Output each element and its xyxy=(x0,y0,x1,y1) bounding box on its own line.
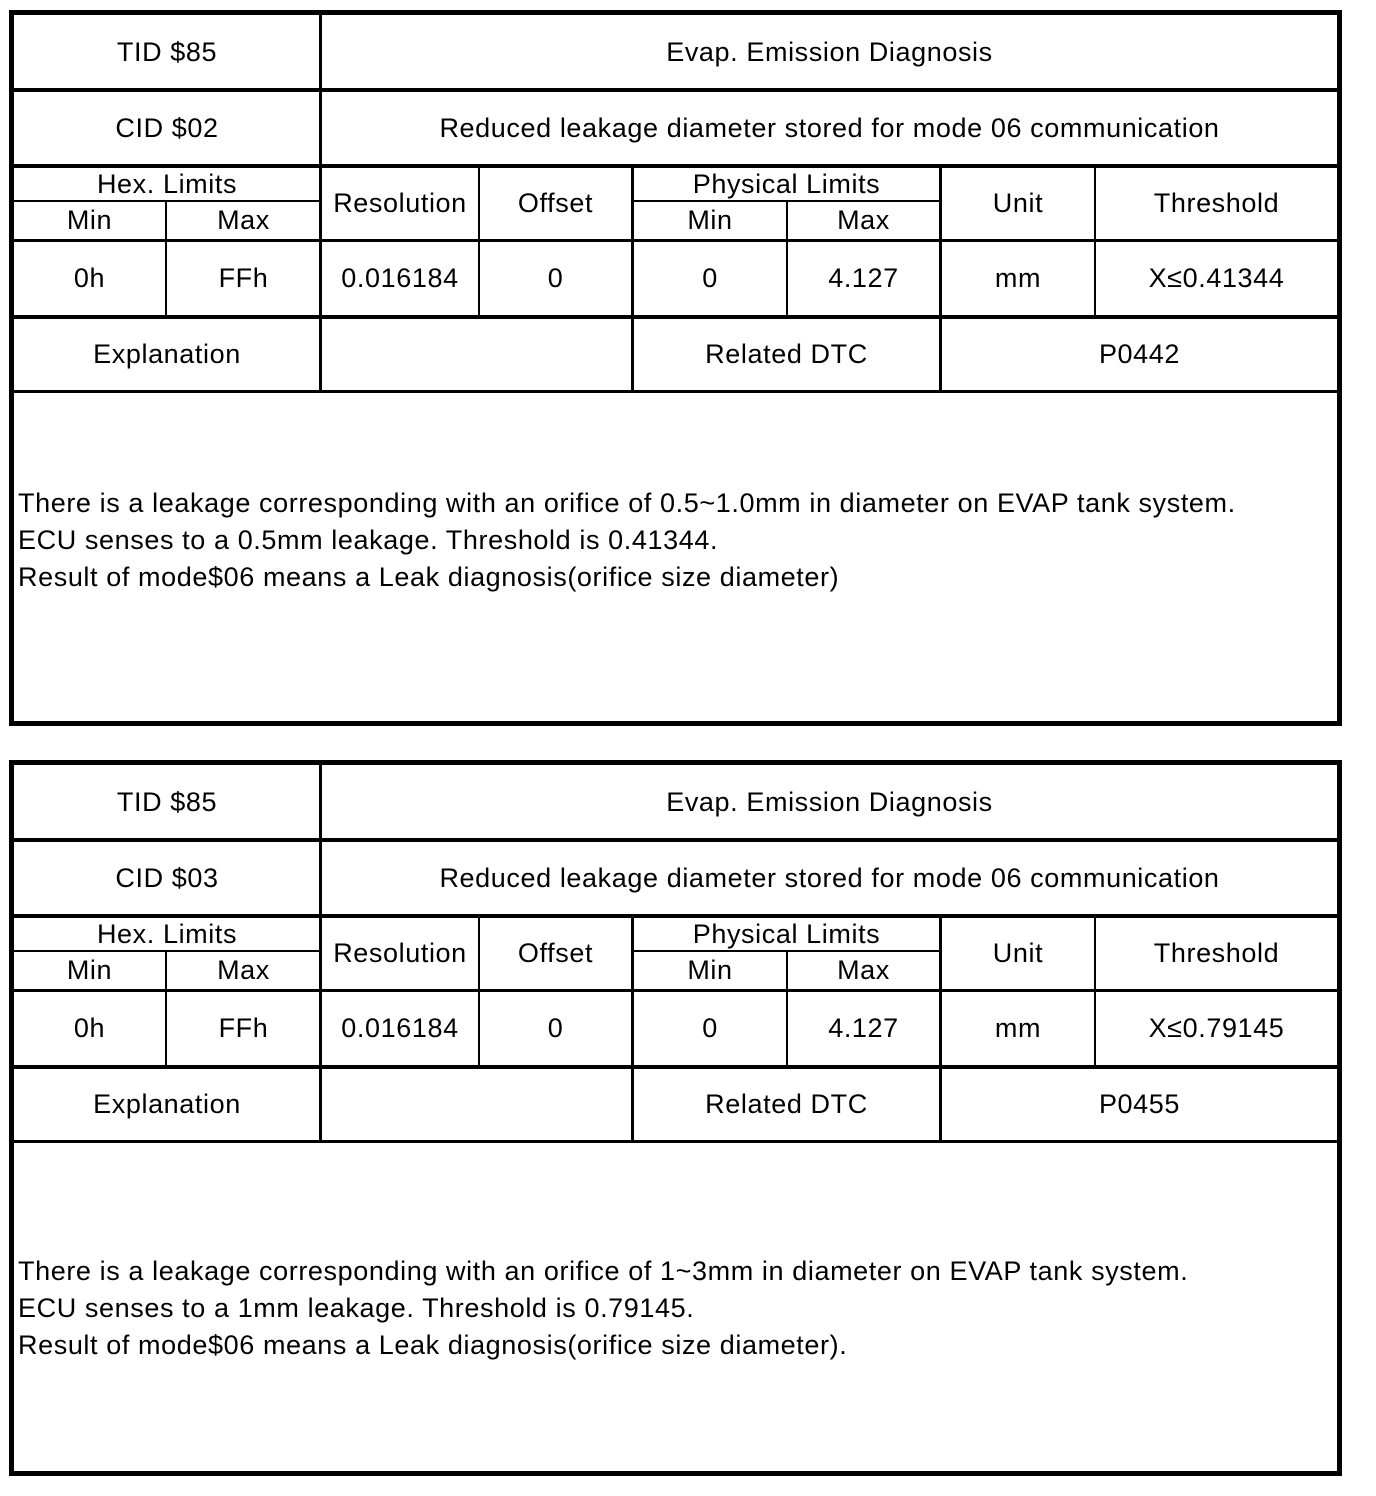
unit-value: mm xyxy=(994,263,1042,293)
hex-max-header: Max xyxy=(217,955,270,985)
hex-min-header: Min xyxy=(66,205,113,235)
offset-value: 0 xyxy=(547,1013,564,1043)
explanation-text xyxy=(18,1253,1333,1364)
hex-max-value: FFh xyxy=(218,1013,269,1043)
threshold-header: Threshold xyxy=(1153,188,1280,218)
threshold-value: X≤0.79145 xyxy=(1148,1013,1285,1043)
explanation-value xyxy=(322,319,631,390)
explanation-line: ECU senses to a 0.5mm leakage. Threshold is 0.41344. xyxy=(18,525,719,555)
explanation-text xyxy=(18,485,1333,596)
resolution-value: 0.016184 xyxy=(341,263,459,293)
physical-limits-header: Physical Limits xyxy=(692,919,881,949)
phys-min-header: Min xyxy=(687,205,733,235)
tid-label: TID $85 xyxy=(116,36,218,67)
explanation-line: ECU senses to a 1mm leakage. Threshold is 0.79145. xyxy=(18,1293,695,1323)
hex-max-value: FFh xyxy=(218,263,269,293)
mode06-table-cid03 xyxy=(9,760,1342,1476)
unit-header: Unit xyxy=(992,188,1044,218)
mode06-table-cid02 xyxy=(9,10,1342,726)
explanation-line: Result of mode$06 means a Leak diagnosis(orifice size diameter). xyxy=(18,1330,848,1360)
phys-min-header: Min xyxy=(687,955,733,985)
resolution-header: Resolution xyxy=(333,938,467,968)
cid-description: Reduced leakage diameter stored for mode 06 communication xyxy=(439,113,1220,143)
unit-header: Unit xyxy=(992,938,1044,968)
resolution-value: 0.016184 xyxy=(341,1013,459,1043)
cid-label: CID $03 xyxy=(115,863,219,893)
phys-min-value: 0 xyxy=(702,1013,718,1043)
tid-description: Evap. Emission Diagnosis xyxy=(666,36,993,67)
explanation-label: Explanation xyxy=(93,339,241,369)
phys-max-value: 4.127 xyxy=(828,263,899,293)
cid-label: CID $02 xyxy=(115,113,219,143)
explanation-line: There is a leakage corresponding with an orifice of 0.5~1.0mm in diameter on EVAP tank system. xyxy=(18,488,1236,518)
related-dtc-value: P0442 xyxy=(1098,339,1181,369)
phys-max-header: Max xyxy=(837,205,890,235)
unit-value: mm xyxy=(994,1013,1042,1043)
offset-header: Offset xyxy=(517,188,594,218)
phys-max-header: Max xyxy=(837,955,890,985)
phys-min-value: 0 xyxy=(702,263,718,293)
explanation-line: Result of mode$06 means a Leak diagnosis(orifice size diameter) xyxy=(18,562,840,592)
explanation-line: There is a leakage corresponding with an orifice of 1~3mm in diameter on EVAP tank system. xyxy=(18,1256,1189,1286)
resolution-header: Resolution xyxy=(333,188,467,218)
hex-min-value: 0h xyxy=(73,263,106,293)
related-dtc-label: Related DTC xyxy=(705,1089,868,1119)
hex-min-header: Min xyxy=(66,955,113,985)
offset-header: Offset xyxy=(517,938,594,968)
explanation-label: Explanation xyxy=(93,1089,241,1119)
related-dtc-label: Related DTC xyxy=(705,339,868,369)
hex-min-value: 0h xyxy=(73,1013,106,1043)
tid-label: TID $85 xyxy=(116,786,218,817)
physical-limits-header: Physical Limits xyxy=(692,169,881,199)
offset-value: 0 xyxy=(547,263,564,293)
hex-limits-header: Hex. Limits xyxy=(96,169,238,199)
phys-max-value: 4.127 xyxy=(828,1013,899,1043)
threshold-value: X≤0.41344 xyxy=(1148,263,1285,293)
hex-limits-header: Hex. Limits xyxy=(96,919,238,949)
threshold-header: Threshold xyxy=(1153,938,1280,968)
hex-max-header: Max xyxy=(217,205,270,235)
related-dtc-value: P0455 xyxy=(1098,1089,1181,1119)
cid-description: Reduced leakage diameter stored for mode 06 communication xyxy=(439,863,1220,893)
tid-description: Evap. Emission Diagnosis xyxy=(666,786,993,817)
explanation-value xyxy=(322,1069,631,1140)
